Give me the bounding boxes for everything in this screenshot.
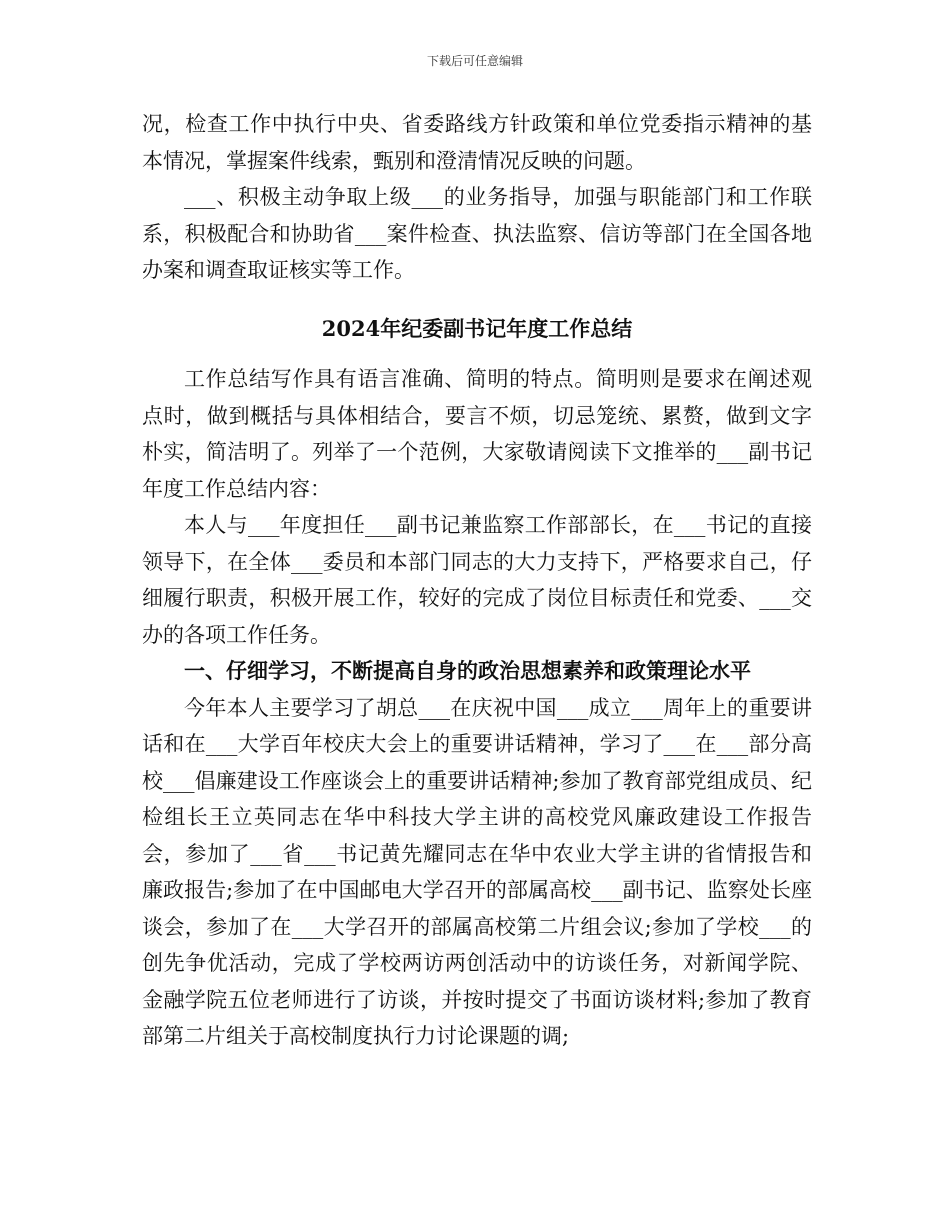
document-body: [142, 106, 812, 1055]
document-title: 2024年纪委副书记年度工作总结: [321, 315, 633, 341]
page-header-note: 下载后可任意编辑: [426, 54, 523, 68]
section-heading-study: 一、仔细学习，不断提高自身的政治思想素养和政策理论水平: [184, 658, 751, 683]
paragraph-intro: 工作总结写作具有语言准确、简明的特点。简明则是要求在阐述观点时，做到概括与具体相结合，要言不烦，切忌笼统、累赘，做到文字朴实，简洁明了。列举了一个范例，大家敬请阅读下文推举的___副书记年度工作总结内容：: [142, 367, 812, 501]
paragraph-study: 今年本人主要学习了胡总___在庆祝中国___成立___周年上的重要讲话和在___大学百年校庆大会上的重要讲话精神，学习了___在___部分高校___倡廉建设工作座谈会上的重要讲话精神;参加了教育部党组成员、纪检组长王立英同志在华中科技大学主讲的高校党风廉政建设工作报告会，参加了___省___书记黄先耀同志在华中农业大学主讲的省情报告和廉政报告;参加了在中国邮电大学召开的部属高校___副书记、监察处长座谈会，参加了在___大学召开的部属高校第二片组会议;参加了学校___的创先争优活动，完成了学校两访两创活动中的访谈任务，对新闻学院、金融学院五位老师进行了访谈，并按时提交了书面访谈材料;参加了教育部第二片组关于高校制度执行力讨论课题的调;: [142, 695, 812, 1048]
paragraph-continued: 况，检查工作中执行中央、省委路线方针政策和单位党委指示精神的基本情况，掌握案件线索，甄别和澄清情况反映的问题。: [142, 112, 812, 173]
paragraph-summary: 本人与___年度担任___副书记兼监察工作部部长，在___书记的直接领导下，在全体___委员和本部门同志的大力支持下，严格要求自己，仔细履行职责，积极开展工作，较好的完成了岗位目标责任和党委、___交办的各项工作任务。: [142, 513, 812, 647]
paragraph-liaison: ___、积极主动争取上级___的业务指导，加强与职能部门和工作联系，积极配合和协助省___案件检查、执法监察、信访等部门在全国各地办案和调查取证核实等工作。: [142, 185, 812, 282]
